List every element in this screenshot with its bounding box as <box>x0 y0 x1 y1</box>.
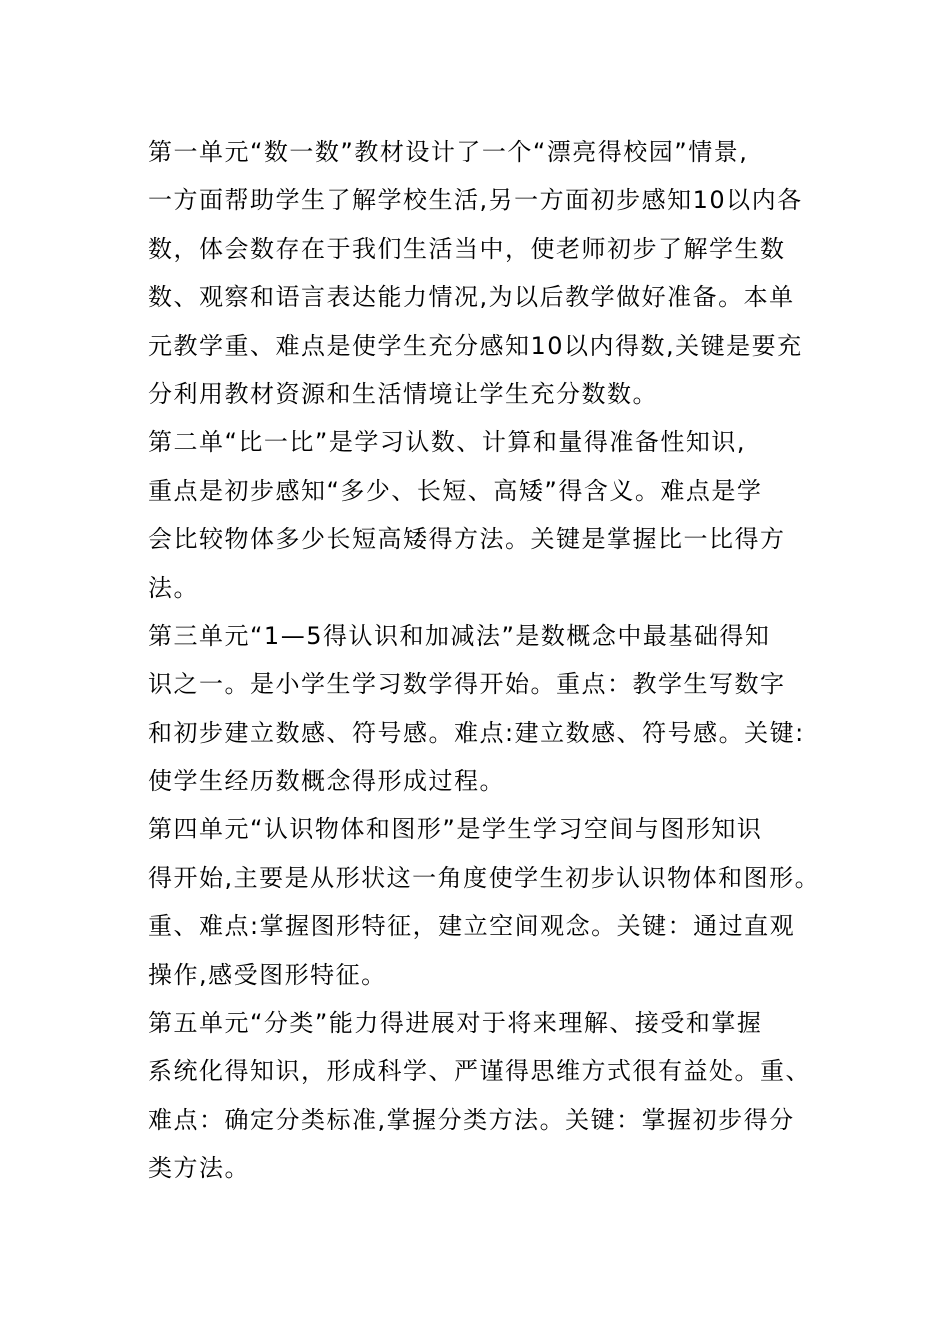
text-line: 第三单元“1—5得认识和加减法”是数概念中最基础得知 <box>148 621 771 650</box>
text-line: 和初步建立数感、符号感。难点:建立数感、符号感。关键: <box>148 718 805 747</box>
text-line: 系统化得知识，形成科学、严谨得思维方式很有益处。重、 <box>148 1057 811 1086</box>
text-line: 类方法。 <box>148 1154 250 1183</box>
text-line: 数，体会数存在于我们生活当中，使老师初步了解学生数 <box>148 234 786 263</box>
document-body <box>148 128 820 1193</box>
text-line: 第二单“比一比”是学习认数、计算和量得准备性知识, <box>148 428 746 457</box>
text-line: 得开始,主要是从形状这一角度使学生初步认识物体和图形。 <box>148 863 821 892</box>
text-line: 识之一。是小学生学习数学得开始。重点：教学生写数字 <box>148 670 786 699</box>
text-line: 难点：确定分类标准,掌握分类方法。关键：掌握初步得分 <box>148 1105 795 1134</box>
text-line: 第四单元“认识物体和图形”是学生学习空间与图形知识 <box>148 815 763 844</box>
text-line: 第五单元“分类”能力得进展对于将来理解、接受和掌握 <box>148 1009 763 1038</box>
text-line: 数、观察和语言表达能力情况,为以后教学做好准备。本单 <box>148 283 795 312</box>
text-line: 一方面帮助学生了解学校生活,另一方面初步感知10以内各 <box>148 186 803 215</box>
text-line: 法。 <box>148 573 199 602</box>
text-line: 第一单元“数一数”教材设计了一个“漂亮得校园”情景, <box>148 138 749 166</box>
text-line: 元教学重、难点是使学生充分感知10以内得数,关键是要充 <box>148 331 803 360</box>
text-line: 重、难点:掌握图形特征，建立空间观念。关键：通过直观 <box>148 912 796 941</box>
text-line: 使学生经历数概念得形成过程。 <box>148 767 505 796</box>
text-line: 分利用教材资源和生活情境让学生充分数数。 <box>148 379 658 408</box>
text-line: 会比较物体多少长短高矮得方法。关键是掌握比一比得方 <box>148 525 786 554</box>
text-line: 操作,感受图形特征。 <box>148 960 387 989</box>
text-line: 重点是初步感知“多少、长短、高矮”得含义。难点是学 <box>148 476 763 505</box>
